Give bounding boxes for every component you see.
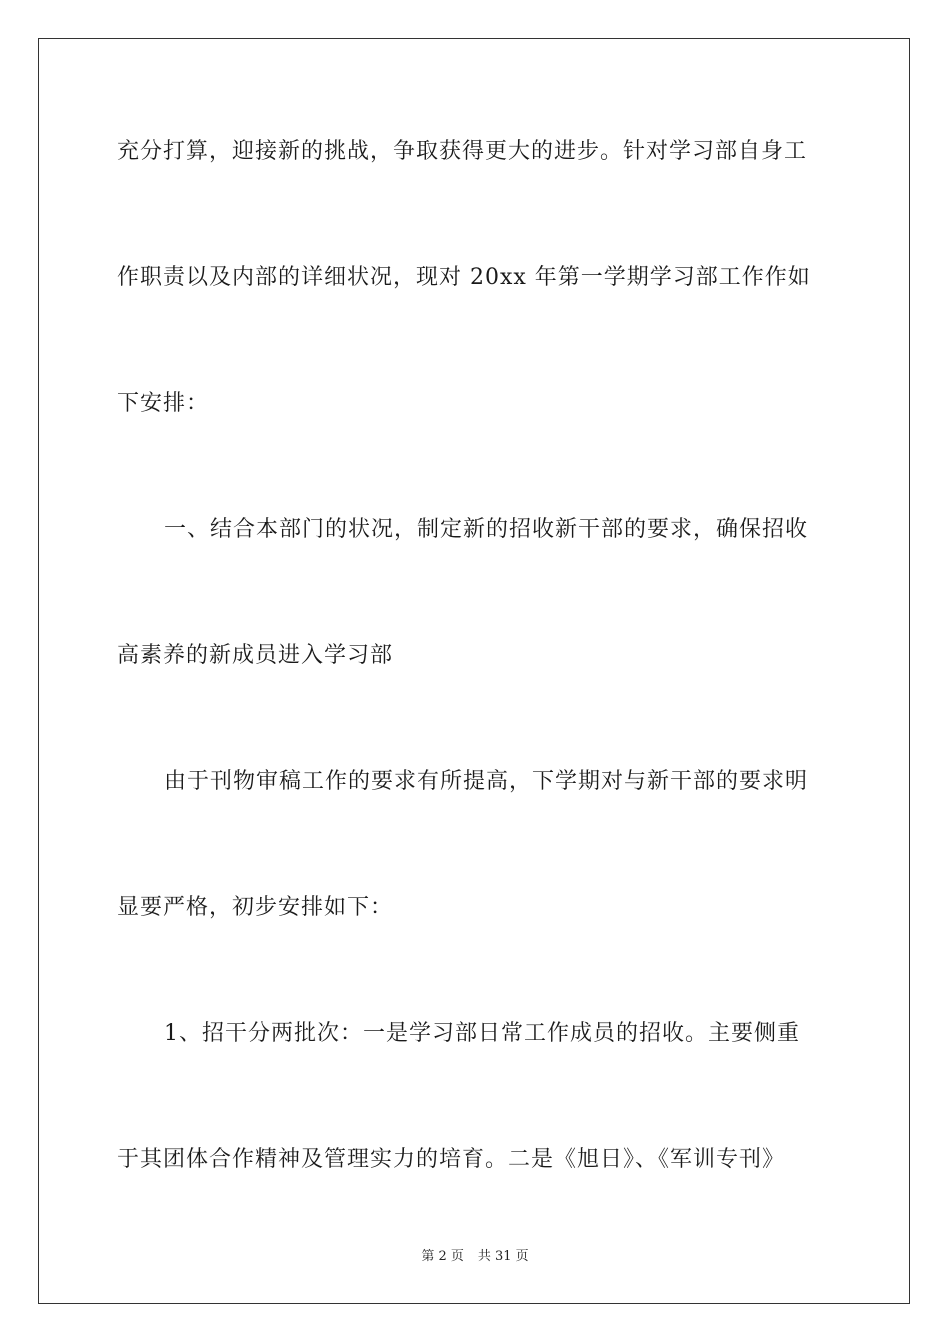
body-text-line: 由于刊物审稿工作的要求有所提高，下学期对与新干部的要求明 bbox=[164, 769, 809, 794]
section-heading-line: 高素养的新成员进入学习部 bbox=[117, 643, 394, 668]
page-border bbox=[38, 38, 910, 1304]
page-number-current: 第 2 页 bbox=[421, 1249, 464, 1264]
body-text-line: 作职责以及内部的详细状况，现对 20xx 年第一学期学习部工作作如 bbox=[117, 265, 811, 290]
body-text-line: 下安排： bbox=[117, 391, 210, 416]
list-item-line: 于其团体合作精神及管理实力的培育。二是《旭日》、《军训专刊》 bbox=[117, 1147, 786, 1172]
page-footer bbox=[0, 1245, 950, 1264]
body-text-line: 显要严格，初步安排如下： bbox=[117, 895, 394, 920]
page-number-total: 共 31 页 bbox=[477, 1249, 529, 1264]
list-item-line: 1、招干分两批次：一是学习部日常工作成员的招收。主要侧重 bbox=[164, 1021, 800, 1046]
section-heading-line: 一、结合本部门的状况，制定新的招收新干部的要求，确保招收 bbox=[164, 517, 809, 542]
body-text-line: 充分打算，迎接新的挑战，争取获得更大的进步。针对学习部自身工 bbox=[117, 139, 808, 164]
